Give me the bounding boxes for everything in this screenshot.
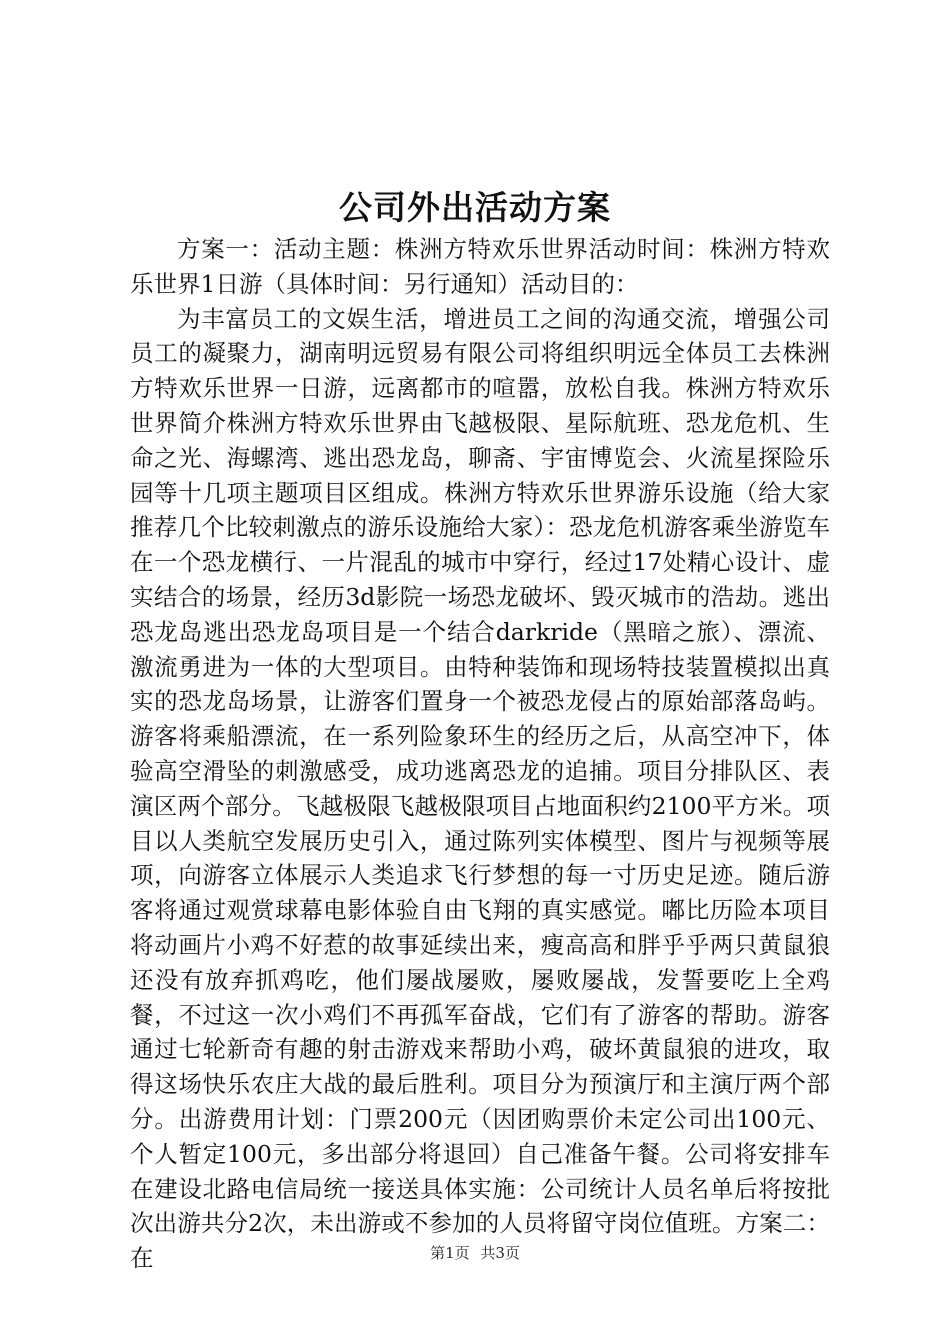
- page-number: 第1页: [430, 1244, 470, 1262]
- body-paragraph-2: 为丰富员工的文娱生活，增进员工之间的沟通交流，增强公司员工的凝聚力，湖南明远贸易有限公司将组织明远全体员工去株洲方特欢乐世界一日游，远离都市的喧嚣，放松自我。株洲方特欢乐世界简介株洲方特欢乐世界由飞越极限、星际航班、恐龙危机、生命之光、海螺湾、逃出恐龙岛，聊斋、宇宙博览会、火流星探险乐园等十几项主题项目区组成。株洲方特欢乐世界游乐设施（给大家推荐几个比较刺激点的游乐设施给大家）：恐龙危机游客乘坐游览车在一个恐龙横行、一片混乱的城市中穿行，经过17处精心设计、虚实结合的场景，经历3d影院一场恐龙破坏、毁灭城市的浩劫。逃出恐龙岛逃出恐龙岛项目是一个结合darkride（黑暗之旅）、漂流、激流勇进为一体的大型项目。由特种装饰和现场特技装置模拟出真实的恐龙岛场景，让游客们置身一个被恐龙侵占的原始部落岛屿。游客将乘船漂流，在一系列险象环生的经历之后，从高空冲下，体验高空滑坠的刺激感受，成功逃离恐龙的追捕。项目分排队区、表演区两个部分。飞越极限飞越极限项目占地面积约2100平方米。项目以人类航空发展历史引入，通过陈列实体模型、图片与视频等展项，向游客立体展示人类追求飞行梦想的每一寸历史足迹。随后游客将通过观赏球幕电影体验自由飞翔的真实感觉。嘟比历险本项目将动画片小鸡不好惹的故事延续出来，瘦高高和胖乎乎两只黄鼠狼还没有放弃抓鸡吃，他们屡战屡败，屡败屡战，发誓要吃上全鸡餐，不过这一次小鸡们不再孤军奋战，它们有了游客的帮助。游客通过七轮新奇有趣的射击游戏来帮助小鸡，破坏黄鼠狼的进攻，取得这场快乐农庄大战的最后胜利。项目分为预演厅和主演厅两个部分。出游费用计划：门票200元（因团购票价未定公司出100元、个人暂定100元，多出部分将退回）自己准备午餐。公司将安排车在建设北路电信局统一接送具体实施：公司统计人员名单后将按批次出游共分2次，未出游或不参加的人员将留守岗位值班。方案二：在: [130, 304, 830, 1273]
- document-body: [130, 232, 830, 1276]
- document-title: 公司外出活动方案: [339, 188, 611, 227]
- page-total: 共3页: [480, 1244, 520, 1262]
- page-footer: [0, 1243, 950, 1263]
- body-paragraph-1: 方案一：活动主题：株洲方特欢乐世界活动时间：株洲方特欢乐世界1日游（具体时间：另行通知）活动目的：: [130, 235, 830, 298]
